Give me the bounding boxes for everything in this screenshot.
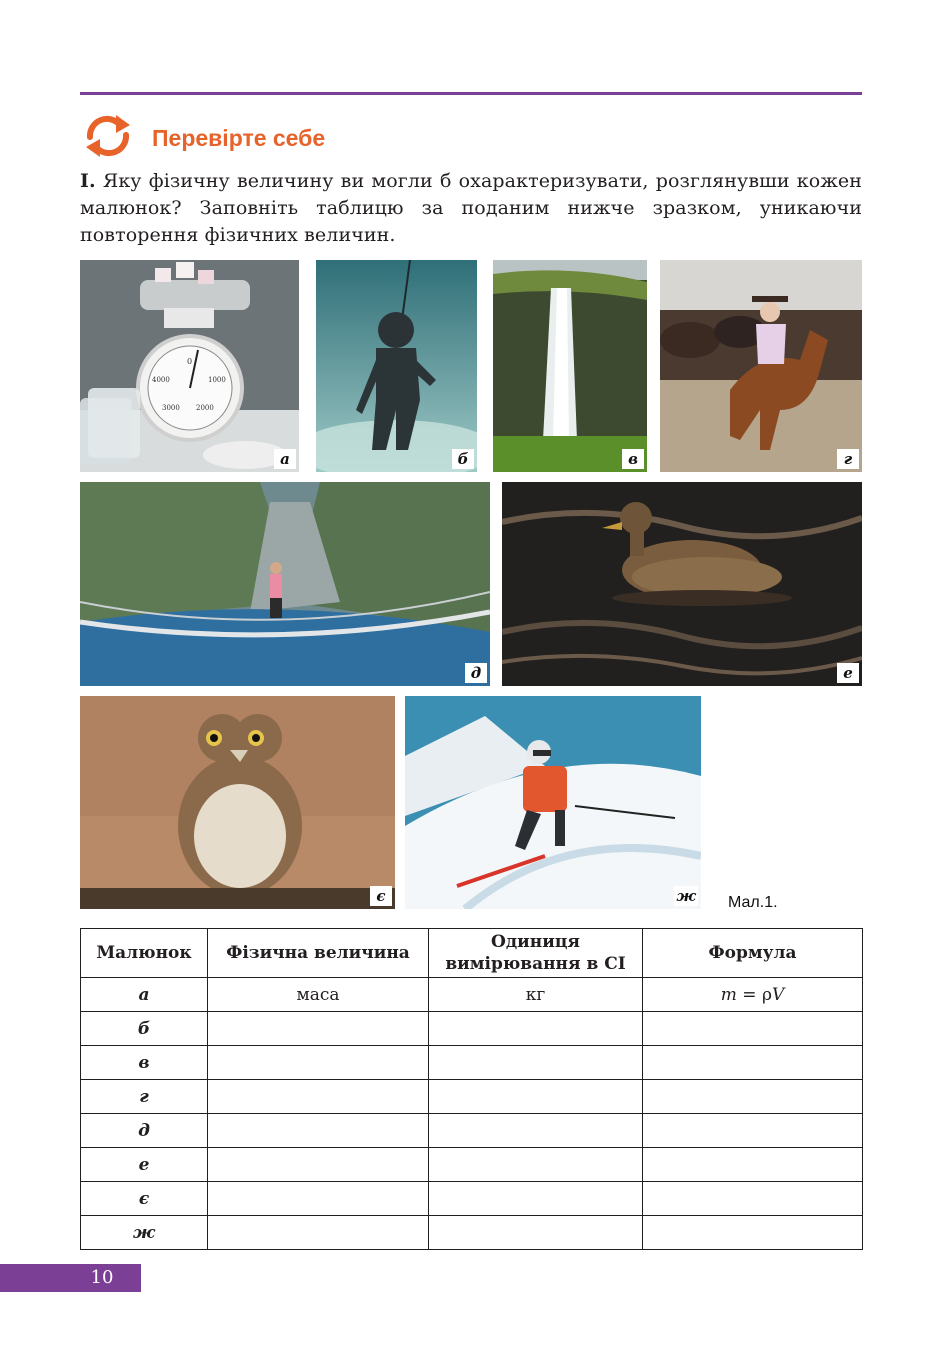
row-unit[interactable] (429, 1216, 643, 1250)
row-key: в (81, 1046, 208, 1080)
row-quantity[interactable]: маса (208, 978, 429, 1012)
scale-mark-1000: 1000 (208, 376, 226, 384)
figure-label-d: д (465, 663, 487, 683)
row-unit[interactable] (429, 1148, 643, 1182)
table-row (81, 1148, 863, 1182)
row-formula[interactable] (643, 1046, 863, 1080)
photo-duck (502, 482, 862, 686)
row-quantity[interactable] (208, 1216, 429, 1250)
task-body: Яку фізичну величину ви могли б охарактеризувати, розглянувши кожен малюнок? Заповніть таблицю за поданим нижче зразком, уникаючи повторення фізичних величин. (80, 170, 863, 246)
figure-label-a: а (274, 449, 296, 469)
row-formula[interactable] (643, 1216, 863, 1250)
row-quantity[interactable] (208, 1148, 429, 1182)
row-key: а (81, 978, 208, 1012)
section-header (82, 113, 325, 163)
top-rule (80, 92, 862, 95)
row-quantity[interactable] (208, 1046, 429, 1080)
table-row (81, 1216, 863, 1250)
figure-label-e: е (837, 663, 859, 683)
table-row (81, 1080, 863, 1114)
row-key: д (81, 1114, 208, 1148)
row-unit[interactable] (429, 1046, 643, 1080)
photo-kitchen-scale (80, 260, 299, 472)
figure-label-ye: є (370, 886, 392, 906)
page-number: 10 (90, 1267, 114, 1288)
table-row (81, 1182, 863, 1216)
photo-waterfall (493, 260, 647, 472)
row-unit[interactable] (429, 1114, 643, 1148)
photo-suspension-bridge (80, 482, 490, 686)
row-quantity[interactable] (208, 1182, 429, 1216)
row-key: б (81, 1012, 208, 1046)
figure-label-v: в (622, 449, 644, 469)
scale-mark-2000: 2000 (196, 404, 214, 412)
row-unit[interactable]: кг (429, 978, 643, 1012)
answers-table (80, 928, 863, 1250)
row-unit[interactable] (429, 1182, 643, 1216)
header-unit-line1: Одиниця (491, 932, 580, 952)
formula-m: m (720, 984, 737, 1005)
row-key: є (81, 1182, 208, 1216)
photo-owl (80, 696, 395, 909)
row-unit[interactable] (429, 1012, 643, 1046)
formula-eq: = ρ (736, 984, 772, 1005)
figure-label-h: г (837, 449, 859, 469)
photo-horse-rider (660, 260, 862, 472)
row-key: е (81, 1148, 208, 1182)
row-unit[interactable] (429, 1080, 643, 1114)
table-row (81, 1012, 863, 1046)
row-formula[interactable] (643, 1080, 863, 1114)
header-figure: Малюнок (81, 929, 208, 978)
row-formula[interactable] (643, 978, 863, 1012)
row-key: ж (81, 1216, 208, 1250)
scale-mark-0: 0 (187, 357, 193, 366)
row-formula[interactable] (643, 1148, 863, 1182)
scale-mark-4000: 4000 (152, 376, 170, 384)
header-quantity: Фізична величина (208, 929, 429, 978)
header-unit-line2: вимірювання в СІ (445, 954, 626, 974)
figure-label-b: б (452, 449, 474, 469)
task-number: I. (80, 170, 96, 192)
scale-mark-3000: 3000 (162, 404, 180, 412)
photo-diver (316, 260, 477, 472)
row-quantity[interactable] (208, 1114, 429, 1148)
section-title: Перевірте себе (152, 124, 326, 151)
row-formula[interactable] (643, 1012, 863, 1046)
table-row (81, 978, 863, 1012)
header-unit (429, 929, 643, 978)
refresh-arrows-icon (82, 111, 134, 165)
table-row (81, 1046, 863, 1080)
row-formula[interactable] (643, 1182, 863, 1216)
row-quantity[interactable] (208, 1080, 429, 1114)
table-header-row (81, 929, 863, 978)
row-formula[interactable] (643, 1114, 863, 1148)
figure-label-zh: ж (676, 887, 696, 905)
photo-skier (405, 696, 701, 909)
formula-v: V (771, 984, 785, 1005)
task-text (80, 168, 862, 249)
table-row (81, 1114, 863, 1148)
row-key: г (81, 1080, 208, 1114)
header-formula: Формула (643, 929, 863, 978)
figure-caption: Мал.1. (728, 894, 778, 911)
row-quantity[interactable] (208, 1012, 429, 1046)
